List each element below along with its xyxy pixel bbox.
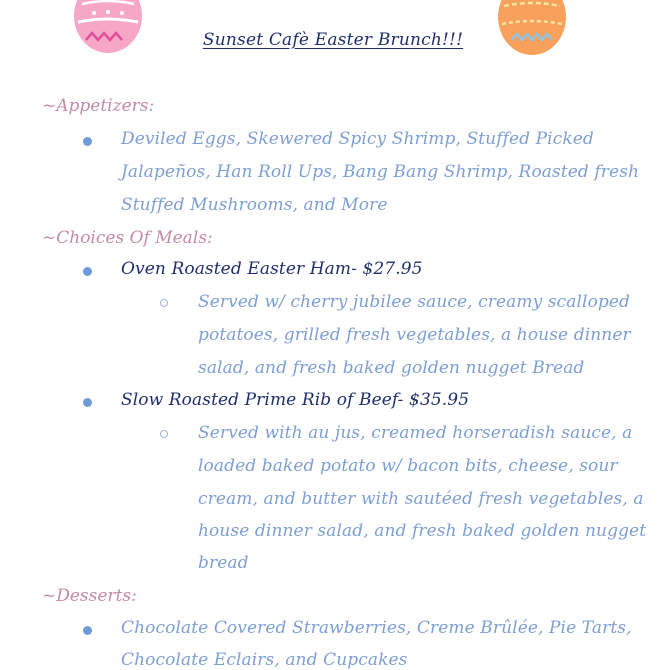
meal-description-line: Served with au jus, creamed horseradish sauce, a: [198, 423, 633, 443]
bullet-icon: [83, 267, 92, 276]
meal-description-line: Served w/ cherry jubilee sauce, creamy scalloped: [198, 292, 631, 312]
meal-description-line: cream, and butter with sautéed fresh vegetables, a: [198, 489, 644, 509]
meals-heading: ~Choices Of Meals:: [42, 228, 213, 248]
meal-description-line: potatoes, grilled fresh vegetables, a house dinner: [198, 325, 631, 345]
appetizers-line: Jalapeños, Han Roll Ups, Bang Bang Shrimp, Roasted fresh: [121, 162, 640, 182]
bullet-icon: [83, 137, 92, 146]
menu-title: Sunset Cafè Easter Brunch!!!: [202, 30, 464, 50]
meal-price: $27.95: [362, 259, 423, 279]
desserts-line: Chocolate Eclairs, and Cupcakes: [121, 650, 408, 670]
meal-item-ham: [121, 259, 423, 279]
meal-name: Oven Roasted Easter Ham-: [121, 259, 357, 279]
appetizers-line: Deviled Eggs, Skewered Spicy Shrimp, Stuffed Picked: [121, 129, 594, 149]
sub-bullet-icon: [160, 430, 168, 438]
meal-name: Slow Roasted Prime Rib of Beef-: [121, 390, 404, 410]
desserts-heading: ~Desserts:: [42, 586, 137, 606]
bullet-icon: [83, 398, 92, 407]
desserts-line: Chocolate Covered Strawberries, Creme Brûlée, Pie Tarts,: [121, 618, 632, 638]
appetizers-line: Stuffed Mushrooms, and More: [121, 195, 388, 215]
appetizers-heading: ~Appetizers:: [42, 96, 155, 116]
meal-description-line: salad, and fresh baked golden nugget Bread: [198, 358, 585, 378]
meal-item-prime-rib: [121, 390, 469, 410]
sub-bullet-icon: [160, 299, 168, 307]
meal-description-line: loaded baked potato w/ bacon bits, cheese, sour: [198, 456, 618, 476]
bullet-icon: [83, 626, 92, 635]
meal-description-line: bread: [198, 553, 249, 573]
meal-description-line: house dinner salad, and fresh baked golden nugget: [198, 521, 647, 541]
meal-price: $35.95: [409, 390, 470, 410]
